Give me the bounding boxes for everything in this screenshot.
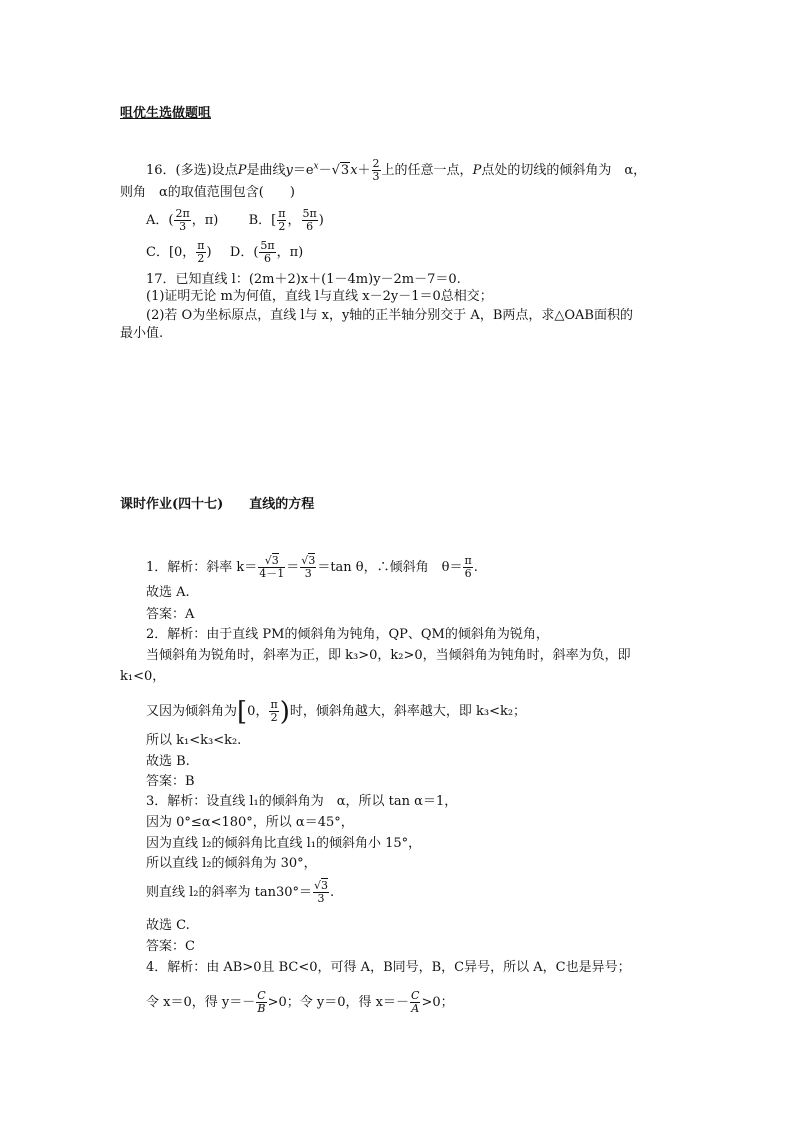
q16-options-cd	[146, 240, 303, 265]
a3-line-3: 因为直线 l₂的倾斜角比直线 l₁的倾斜角小 15°，	[146, 836, 422, 851]
a2-line-5: 所以 k₁<k₃<k₂.	[146, 733, 242, 748]
section-title: 咀优生选做题咀	[120, 106, 212, 121]
a1-line-1: 1．解析：斜率 k＝ $\frac{√3}{4-1}$ ＝ $\frac{√3}{3}$ ＝tan θ，∴倾斜角 θ＝ $\frac{\pi}{6}$ .	[146, 554, 478, 580]
a1-line-2: 故选 A.	[146, 585, 190, 600]
fraction: $\frac{2}{3}$	[372, 157, 380, 183]
q16-options-ab	[146, 208, 324, 233]
a3-line-6: 故选 C.	[146, 918, 190, 933]
a4-line-1: 4．解析：由 AB>0且 BC<0，可得 A，B同号，B，C异号，所以 A，C也是异号；	[146, 960, 631, 975]
q17-line-3: (2)若 O为坐标原点，直线 l与 x，y轴的正半轴分别交于 A，B两点，求△OAB面积的	[146, 308, 633, 323]
a4-line-2: 令 x＝0，得 y＝－ $\frac{C}{B}$ >0；令 y＝0，得 x＝－ $\frac{C}{A}$ >0；	[146, 989, 454, 1015]
a3-line-4: 所以直线 l₂的倾斜角为 30°，	[146, 856, 317, 871]
a2-line-7: 答案：B	[146, 774, 195, 789]
q17-line-2: (1)证明无论 m为何值，直线 l与直线 x－2y－1＝0总相交；	[146, 289, 493, 304]
a2-line-2: 当倾斜角为锐角时，斜率为正，即 k₃>0，k₂>0，当倾斜角为钝角时，斜率为负，即	[146, 648, 631, 663]
q17-line-4: 最小值.	[120, 326, 164, 341]
a3-line-7: 答案：C	[146, 939, 195, 954]
homework-title: 课时作业(四十七) 直线的方程	[120, 497, 315, 512]
a2-line-4: 又因为倾斜角为[0， $\frac{\pi}{2}$ )时，倾斜角越大，斜率越大，即 k₃<k₂；	[146, 696, 527, 727]
option-c: C．[0， $\frac{\pi}{2}$ )	[146, 239, 212, 265]
q16-line-1: 16．(多选)设点P是曲线$y=e^x-√3x+$ $\frac{2}{3}$ 上的任意一点，P点处的切线的倾斜角为 α，	[146, 157, 647, 183]
a1-line-3: 答案：A	[146, 607, 195, 622]
a2-line-1: 2．解析：由于直线 PM的倾斜角为钝角，QP、QM的倾斜角为锐角，	[146, 627, 549, 642]
option-d: D．( $\frac{5\pi}{6}$ ，π)	[229, 239, 304, 265]
q16-line-2: 则角 α的取值范围包含( )	[120, 185, 295, 200]
option-b: B．[ $\frac{\pi}{2}$ ， $\frac{5\pi}{6}$ )	[248, 207, 324, 233]
a3-line-2: 因为 0°≤α<180°，所以 α＝45°，	[146, 815, 354, 830]
a3-line-5: 则直线 l₂的斜率为 tan30°＝ $\frac{√3}{3}$ .	[146, 879, 335, 905]
q17-line-1: 17．已知直线 l：(2m＋2)x＋(1－4m)y－2m－7＝0.	[146, 272, 461, 287]
a2-line-6: 故选 B.	[146, 754, 190, 769]
a2-line-3: k₁<0，	[120, 669, 166, 684]
option-a: A．( $\frac{2\pi}{3}$ ，π)	[146, 207, 219, 233]
a3-line-1: 3．解析：设直线 l₁的倾斜角为 α，所以 tan α＝1，	[146, 794, 458, 809]
